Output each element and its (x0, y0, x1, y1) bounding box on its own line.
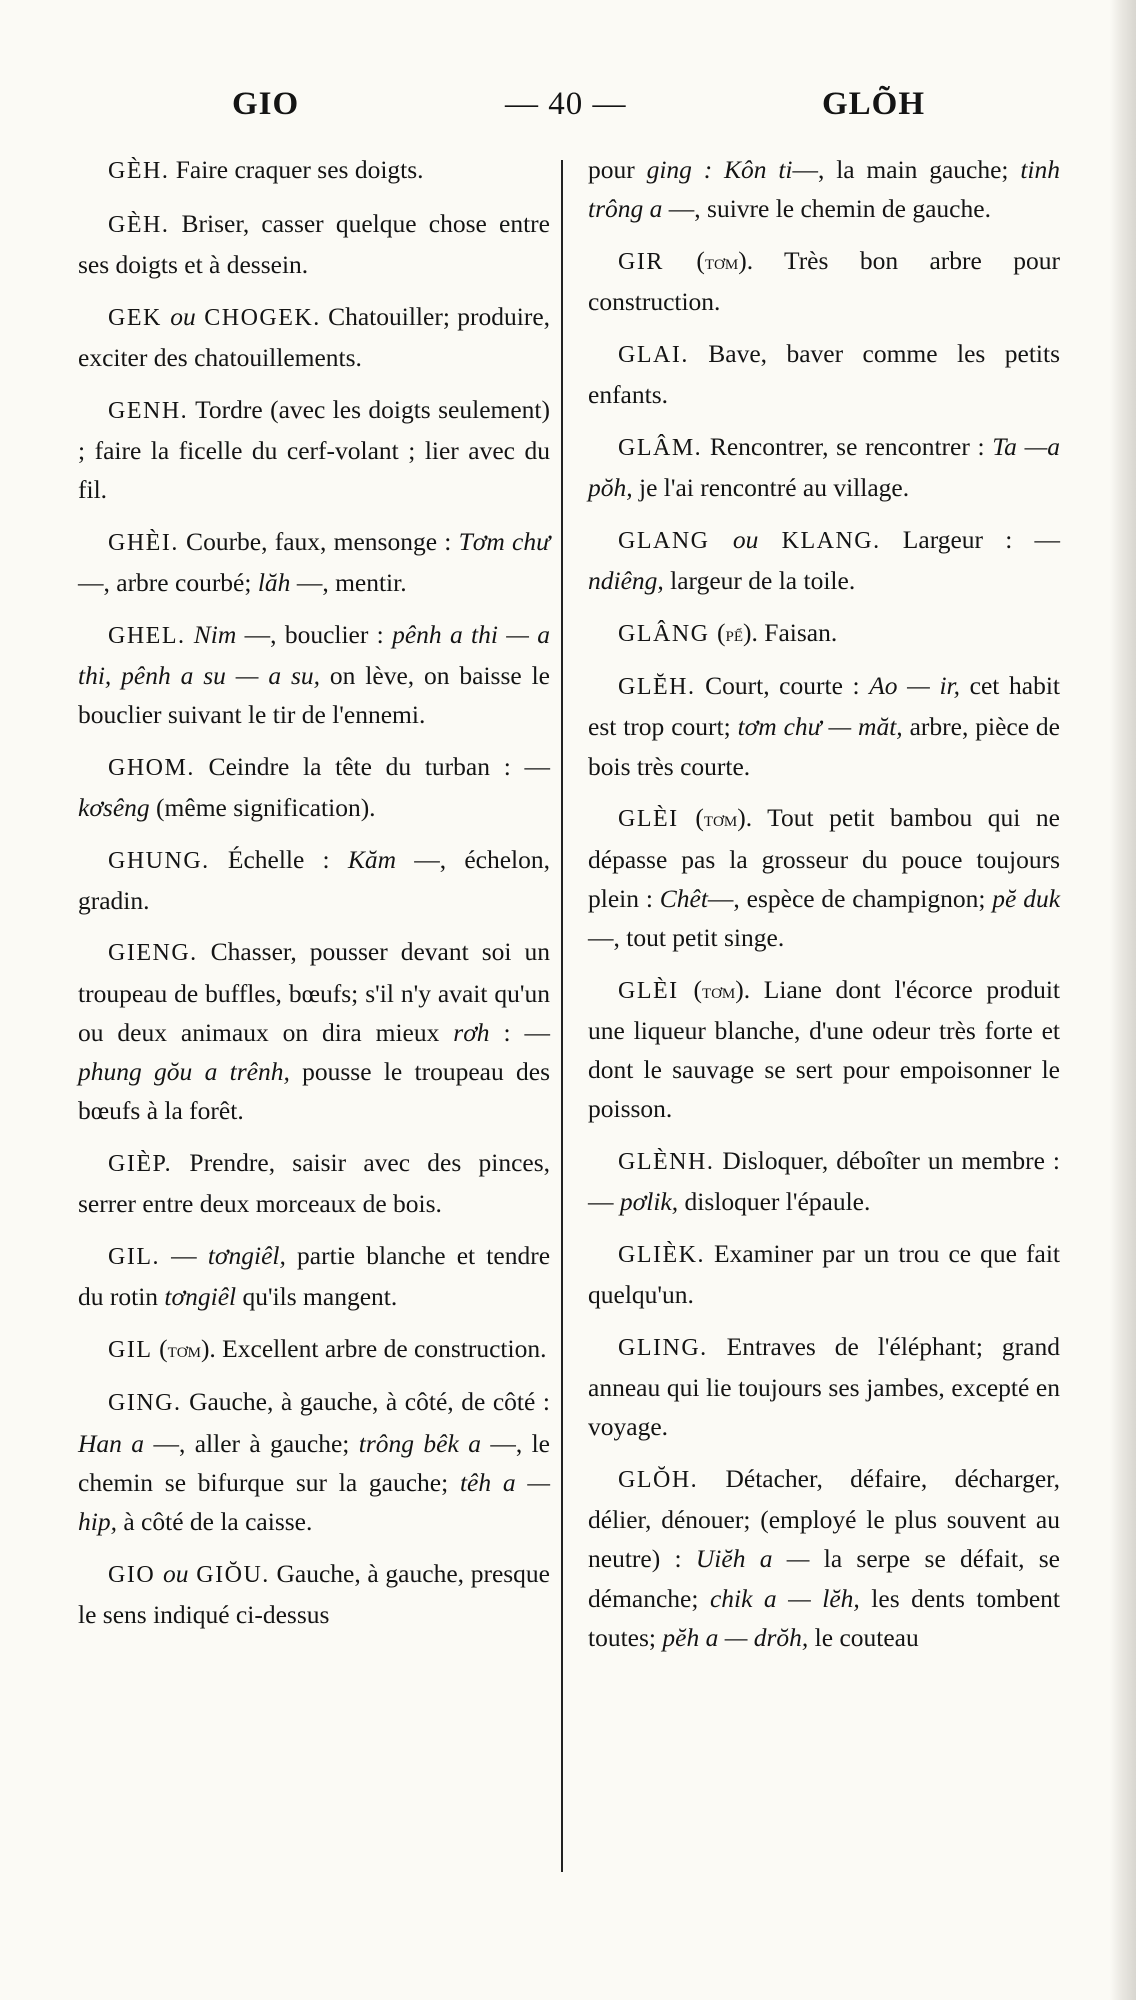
dictionary-entry (78, 1329, 550, 1370)
italic-term: tơngiêl, (207, 1240, 286, 1270)
definition-text: —, échelon, gradin. (78, 844, 550, 915)
definition-text: ( (717, 617, 726, 647)
italic-term: chik a — lĕh, (709, 1583, 860, 1613)
definition-text: partie blanche et tendre du rotin (78, 1240, 551, 1312)
running-head-right: GLÕH (822, 86, 926, 122)
italic-term: pênh a thi — a thi, pênh a su — a su, (78, 619, 550, 690)
headword: GÈH. (108, 211, 170, 238)
dictionary-entry (588, 1459, 1060, 1657)
definition-text: ). Faisan. (743, 617, 838, 647)
definition-text: qu'ils mangent. (236, 1282, 398, 1312)
italic-term: pơlik, (619, 1187, 679, 1217)
dictionary-entry (588, 1327, 1060, 1447)
italic-term: ou (170, 301, 196, 331)
headword: GEK (108, 304, 171, 331)
italic-term: têh a — hip, (78, 1467, 550, 1537)
running-head-left: GIO (232, 86, 300, 122)
headword: GÈH. (108, 158, 170, 184)
category-label: pể (725, 621, 744, 646)
definition-text: arbre, pièce de bois très courte. (588, 712, 1060, 781)
headword: GHÈI. (108, 529, 179, 556)
definition-text: —, arbre courbé; (78, 567, 258, 597)
dictionary-entry (588, 334, 1060, 414)
dictionary-entry (78, 297, 550, 377)
headword: GLÈI (618, 806, 696, 833)
definition-text: Tordre (avec les doigts seulement) ; faire la ficelle du cerf-volant ; lier avec du fil. (78, 394, 550, 504)
italic-term: pĕ duk (992, 883, 1061, 913)
headword: GIL (108, 1336, 160, 1363)
category-label: tơm (167, 1337, 201, 1362)
headword: GLÂNG (618, 620, 717, 647)
definition-text: pousse le troupeau des bœufs à la forêt. (78, 1057, 551, 1126)
headword: GLING. (618, 1334, 708, 1361)
italic-term: Han a (78, 1428, 145, 1458)
definition-text: — (159, 1240, 208, 1270)
headword: GIL. (108, 1243, 160, 1270)
definition-text: Court, courte : (695, 671, 870, 701)
definition-text: Gauche, à gauche, à côté, de côté : (181, 1387, 550, 1417)
category-label: tơm (704, 249, 739, 274)
definition-text: ( (159, 1333, 168, 1363)
italic-term: Nim (193, 619, 237, 649)
definition-text: —, le chemin se bifurque sur la gauche; (78, 1428, 551, 1497)
dictionary-entry (588, 520, 1060, 600)
headword: GHUNG. (108, 847, 210, 874)
definition-text: cet habit est trop court; (588, 671, 1060, 742)
definition-text: Chatouiller; produire, exciter des chatouillements. (78, 301, 551, 372)
definition-text: —, espèce de champignon; (707, 883, 993, 913)
definition-text: pour (588, 155, 647, 184)
headword: GLIÈK. (618, 1241, 705, 1268)
dictionary-entry (78, 1143, 550, 1223)
headword: GIENG. (108, 940, 198, 967)
dictionary-entry (78, 390, 550, 510)
headword: CHOGEK. (195, 304, 321, 331)
dictionary-entry (78, 747, 550, 827)
headword: GENH. (108, 397, 189, 424)
italic-term: ndiêng, (588, 565, 664, 595)
dictionary-entry (588, 241, 1060, 321)
definition-text: (même signification). (149, 792, 376, 822)
dictionary-entry (78, 1382, 550, 1541)
italic-term: ging : Kôn ti (646, 155, 793, 184)
italic-term: pĕh a — drŏh, (662, 1622, 809, 1652)
dictionary-entry (588, 1141, 1060, 1221)
italic-term: Uiĕh a — (695, 1544, 810, 1574)
definition-text: ( (695, 803, 704, 833)
definition-text: ( (693, 974, 702, 1004)
dictionary-entry (78, 615, 550, 735)
right-column (588, 150, 1060, 1669)
dictionary-entry (588, 150, 1060, 228)
italic-term: phung gŏu a trênh, (78, 1057, 290, 1087)
dictionary-entry (78, 204, 550, 284)
definition-text: ). Tout petit bambou qui ne dépasse pas la grosseur du pouce toujours plein : (588, 803, 1060, 913)
dictionary-entry (78, 1236, 550, 1316)
definition-text: Faire craquer ses doigts. (169, 155, 424, 184)
definition-text: Largeur : — (880, 524, 1060, 554)
headword: GIÈP. (108, 1150, 173, 1177)
headword: GIO (108, 1561, 163, 1588)
dictionary-entry (588, 427, 1060, 507)
italic-term: ou (732, 524, 759, 554)
definition-text: —, la main gauche; (792, 155, 1021, 184)
headword: GLAI. (618, 341, 689, 368)
definition-text: Prendre, saisir avec des pinces, serrer entre deux morceaux de bois. (78, 1147, 550, 1219)
definition-text: Examiner par un trou ce que fait quelqu'un. (588, 1238, 1060, 1310)
headword: GLŎH. (618, 1466, 699, 1493)
dictionary-entry (78, 840, 550, 920)
headword: GING. (108, 1390, 182, 1417)
italic-term: Chêt (659, 883, 708, 913)
page-number: — 40 — (505, 86, 627, 122)
dictionary-entry (588, 666, 1060, 786)
headword: GHEL. (108, 622, 186, 649)
definition-text: —, suivre le chemin de gauche. (662, 194, 991, 224)
italic-term: kơsêng (78, 792, 150, 822)
dictionary-entry (78, 1554, 550, 1634)
definition-text: la serpe se défait, se démanche; (588, 1544, 1060, 1613)
definition-text: disloquer l'épaule. (678, 1187, 871, 1217)
definition-text (185, 620, 193, 649)
italic-term: Ao — ir, (869, 671, 961, 701)
dictionary-entry (588, 613, 1060, 654)
headword: GLÈI (618, 977, 694, 1004)
headword: GLĔH. (618, 674, 696, 701)
definition-text: on lève, on baisse le bouclier suivant le tir de l'ennemi. (78, 660, 550, 729)
italic-term: trông bêk a (358, 1428, 481, 1458)
dictionary-entry (78, 150, 550, 191)
definition-text: ). Liane dont l'écorce produit une liqueur blanche, d'une odeur très forte et dont le sauvage se sert pour empoisonner le poisson. (588, 974, 1060, 1124)
column-divider (561, 160, 563, 1872)
definition-text: le couteau (808, 1622, 919, 1652)
definition-text: les dents tombent toutes; (588, 1583, 1060, 1652)
definition-text: —, bouclier : (236, 619, 393, 649)
definition-text: Gauche, à gauche, presque le sens indiqué ci-dessus (78, 1558, 551, 1629)
headword: GLÈNH. (618, 1148, 715, 1175)
definition-text: : — (489, 1017, 550, 1047)
category-label: tơm (701, 978, 736, 1003)
dictionary-entry (78, 932, 550, 1130)
headword: GIR (618, 248, 697, 275)
italic-term: tinh trông a (588, 155, 1060, 224)
definition-text: Briser, casser quelque chose entre ses doigts et à dessein. (78, 208, 550, 279)
definition-text: —, mentir. (290, 567, 407, 597)
headword: GLANG (618, 527, 733, 554)
italic-term: Ta —a pŏh, (588, 431, 1060, 502)
definition-text: je l'ai rencontré au village. (632, 472, 910, 502)
definition-text: Courbe, faux, mensonge : (178, 526, 459, 556)
definition-text: Rencontrer, se rencontrer : (702, 431, 993, 461)
italic-term: tơngiêl (164, 1282, 237, 1312)
definition-text: largeur de la toile. (663, 565, 856, 595)
italic-term: tơm chư — măt, (737, 712, 903, 742)
italic-term: Kăm (347, 844, 397, 874)
italic-term: ou (162, 1558, 189, 1588)
headword: KLANG. (758, 527, 881, 554)
italic-term: Tơm chư (458, 526, 551, 556)
definition-text: ). Excellent arbre de construction. (200, 1333, 547, 1363)
definition-text: Détacher, défaire, décharger, délier, dénouer; (employé le plus souvent au neutre) : (588, 1463, 1060, 1574)
definition-text: —, tout petit singe. (588, 922, 785, 952)
dictionary-entry (78, 522, 550, 602)
dictionary-entry (588, 970, 1060, 1129)
definition-text: Entraves de l'éléphant; grand anneau qui lie toujours ses jambes, excepté en voyage. (588, 1331, 1060, 1442)
dictionary-entry (588, 1234, 1060, 1314)
left-column (78, 150, 550, 1647)
headword: GHOM. (108, 754, 195, 781)
definition-text: Disloquer, déboîter un membre : — (588, 1145, 1060, 1217)
definition-text: Chasser, pousser devant soi un troupeau de buffles, bœufs; s'il n'y avait qu'un ou deux animaux on dira mieux (78, 937, 550, 1047)
italic-term: rơh (453, 1017, 490, 1047)
definition-text: Ceindre la tête du turban : — (194, 751, 550, 781)
definition-text: à côté de la caisse. (116, 1507, 313, 1537)
headword: GLÂM. (618, 434, 703, 461)
category-label: tơm (703, 807, 738, 832)
definition-text: Échelle : (209, 844, 348, 874)
dictionary-entry (588, 798, 1060, 957)
definition-text: —, aller à gauche; (144, 1428, 359, 1458)
headword: GIŎU. (188, 1561, 270, 1588)
italic-term: lăh (257, 567, 291, 597)
definition-text: ( (696, 245, 705, 275)
definition-text: ). Très bon arbre pour construction. (588, 245, 1060, 317)
definition-text: Bave, baver comme les petits enfants. (588, 338, 1060, 410)
